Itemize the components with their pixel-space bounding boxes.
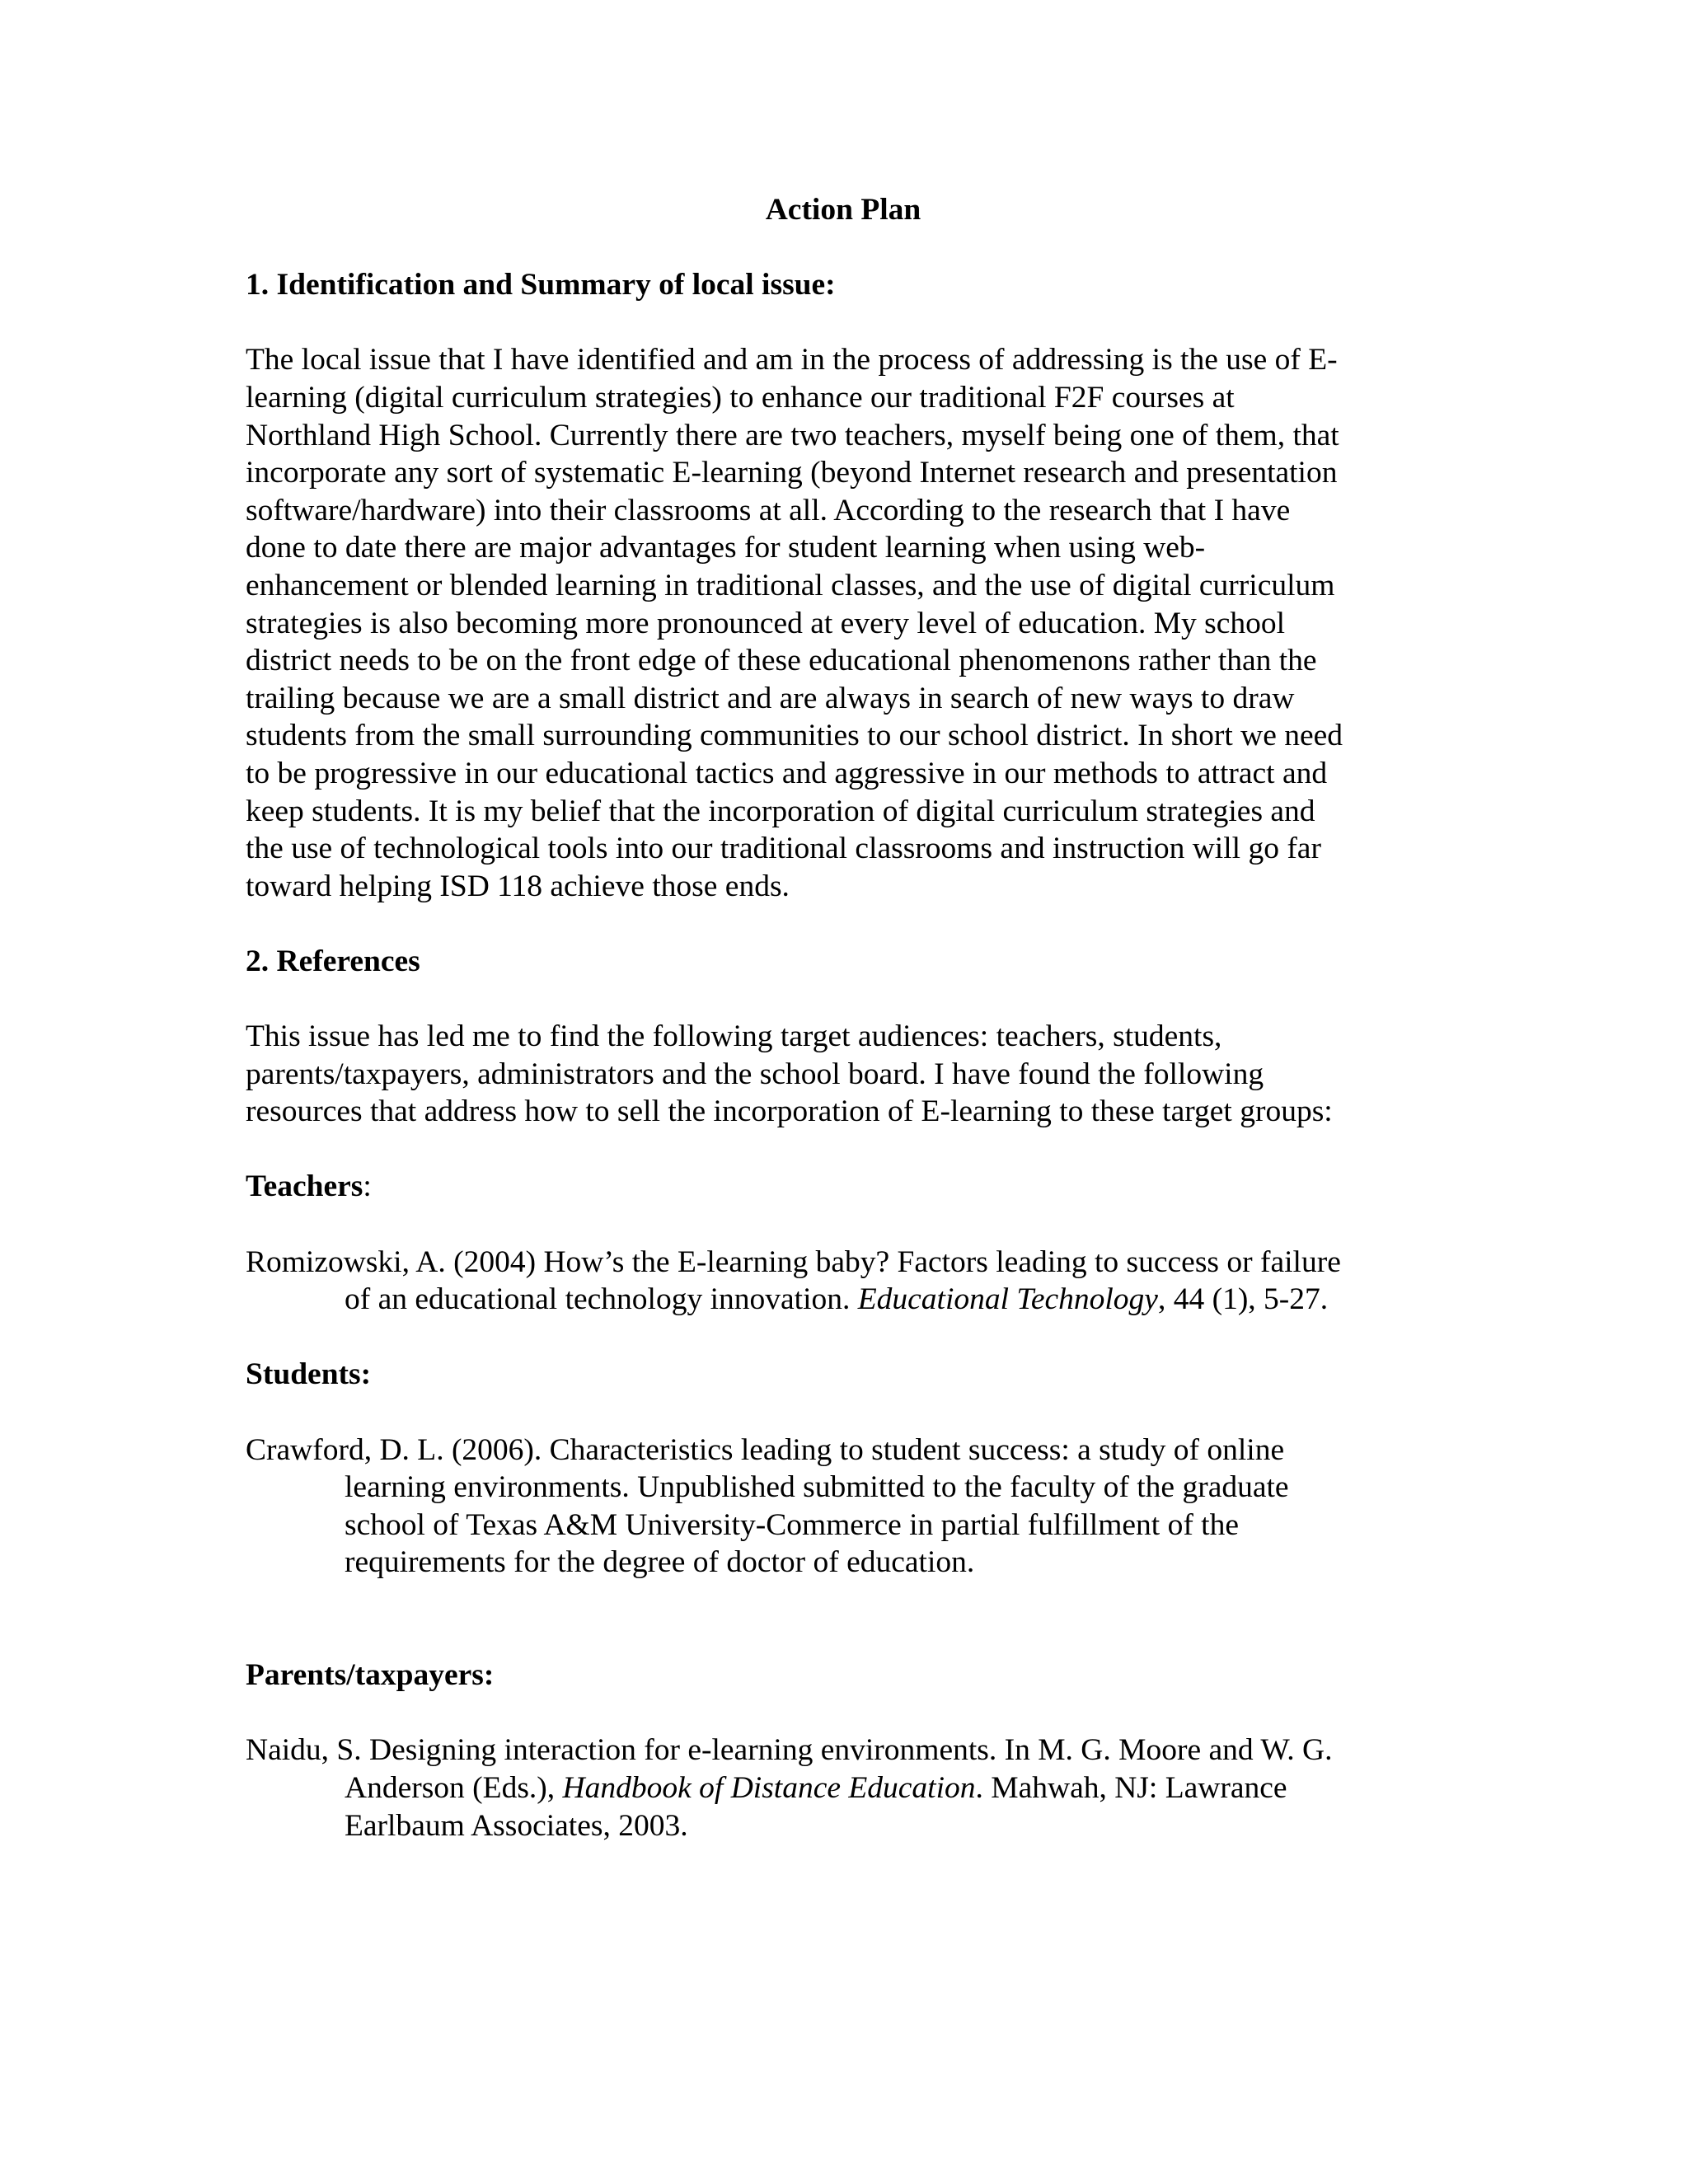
paragraph-line: toward helping ISD 118 achieve those ends.: [246, 869, 790, 903]
paragraph-line: parents/taxpayers, administrators and the school board. I have found the following: [246, 1057, 1264, 1091]
students-label: [246, 1356, 1441, 1394]
reference-text: , 44 (1), 5-27.: [1157, 1282, 1329, 1317]
paragraph-line: software/hardware) into their classrooms at all. According to the research that I have: [246, 493, 1291, 527]
teachers-label-colon: :: [363, 1169, 372, 1204]
students-label-text: Students:: [246, 1357, 372, 1392]
reference-line: Romizowski, A. (2004) How’s the E-learning baby? Factors leading to success or failure: [246, 1244, 1341, 1279]
paragraph-line: resources that address how to sell the incorporation of E-learning to these target groups:: [246, 1094, 1333, 1129]
reference-line: Earlbaum Associates, 2003.: [345, 1808, 688, 1843]
journal-title: Educational Technology: [857, 1282, 1158, 1317]
reference-line: Naidu, S. Designing interaction for e-learning environments. In M. G. Moore and W. G.: [246, 1733, 1333, 1768]
paragraph-line: keep students. It is my belief that the incorporation of digital curriculum strategies and: [246, 794, 1315, 828]
reference-line: requirements for the degree of doctor of education.: [345, 1545, 975, 1580]
document-page: [246, 191, 1441, 1882]
paragraph-line: strategies is also becoming more pronounced at every level of education. My school: [246, 606, 1286, 640]
book-title: Handbook of Distance Education: [562, 1770, 976, 1805]
paragraph-line: students from the small surrounding communities to our school district. In short we need: [246, 719, 1343, 753]
reference-text: of an educational technology innovation.: [345, 1282, 858, 1317]
section2-paragraph: [246, 1018, 1441, 1131]
reference-line: Crawford, D. L. (2006). Characteristics leading to student success: a study of online: [246, 1432, 1285, 1467]
reference-text: Anderson (Eds.),: [345, 1770, 563, 1805]
paragraph-line: trailing because we are a small district and are always in search of new ways to draw: [246, 681, 1295, 715]
paragraph-line: incorporate any sort of systematic E-learning (beyond Internet research and presentation: [246, 456, 1338, 490]
paragraph-line: This issue has led me to find the following target audiences: teachers, students,: [246, 1019, 1222, 1054]
section1-paragraph: [246, 341, 1441, 905]
paragraph-line: learning (digital curriculum strategies) to enhance our traditional F2F courses at: [246, 380, 1235, 415]
reference-line: [246, 1281, 1441, 1319]
paragraph-line: to be progressive in our educational tactics and aggressive in our methods to attract and: [246, 756, 1328, 790]
parents-label: [246, 1657, 1441, 1694]
paragraph-line: Northland High School. Currently there are two teachers, myself being one of them, that: [246, 418, 1339, 452]
teachers-reference: [246, 1244, 1441, 1319]
section1-heading: 1. Identification and Summary of local issue:: [246, 268, 836, 302]
parents-label-text: Parents/taxpayers:: [246, 1658, 495, 1693]
reference-line: learning environments. Unpublished submitted to the faculty of the graduate: [345, 1470, 1289, 1505]
paragraph-line: The local issue that I have identified and am in the process of addressing is the use of E-: [246, 343, 1338, 377]
teachers-label: [246, 1168, 1441, 1206]
reference-line: school of Texas A&M University-Commerce in partial fulfillment of the: [345, 1507, 1239, 1542]
section2-heading: 2. References: [246, 944, 420, 978]
spacer: [246, 1619, 1441, 1657]
parents-reference: [246, 1732, 1441, 1844]
paragraph-line: district needs to be on the front edge of these educational phenomenons rather than the: [246, 644, 1317, 678]
reference-text: . Mahwah, NJ: Lawrance: [975, 1770, 1287, 1805]
reference-line: [246, 1769, 1441, 1807]
teachers-label-text: Teachers: [246, 1169, 363, 1204]
paragraph-line: the use of technological tools into our traditional classrooms and instruction will go far: [246, 832, 1321, 866]
paragraph-line: done to date there are major advantages for student learning when using web-: [246, 531, 1206, 565]
document-title: Action Plan: [765, 193, 921, 227]
students-reference: [246, 1432, 1441, 1582]
paragraph-line: enhancement or blended learning in traditional classes, and the use of digital curriculum: [246, 568, 1335, 602]
